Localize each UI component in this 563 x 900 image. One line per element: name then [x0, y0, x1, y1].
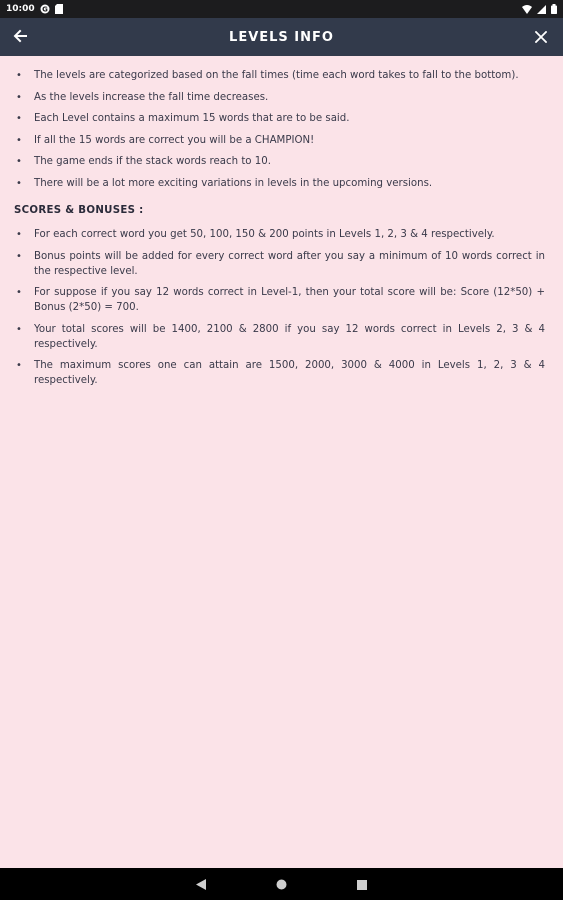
rule-text: The levels are categorized based on the fall times (time each word takes to fall to the bottom). [34, 70, 519, 81]
signal-icon [537, 5, 546, 14]
recents-square-icon [357, 875, 367, 894]
system-nav-bar [0, 868, 563, 900]
bullet-icon: • [16, 91, 22, 103]
rule-text: Each Level contains a maximum 15 words that are to be said. [34, 113, 350, 125]
bullet-icon: • [16, 250, 22, 262]
nav-back-button[interactable] [196, 875, 206, 894]
app-bar [0, 18, 563, 56]
bullet-icon: • [16, 323, 22, 335]
bullet-icon: • [16, 134, 22, 146]
status-bar [0, 0, 563, 18]
bullet-icon: • [16, 228, 22, 240]
list-item [14, 285, 545, 315]
rule-text: Your total scores will be 1400, 2100 & 2800 if you say 12 words correct in Levels 2, 3 & 4 respectively. [34, 323, 545, 350]
g-icon [40, 4, 50, 14]
rule-text: If all the 15 words are correct you will be a CHAMPION! [34, 134, 315, 146]
rule-text: There will be a lot more exciting variations in levels in the upcoming versions. [34, 177, 433, 189]
list-item [14, 154, 545, 169]
bullet-icon: • [16, 156, 22, 168]
list-item [14, 133, 545, 148]
rule-text: Bonus points will be added for every correct word after you say a minimum of 10 words correct in the respective level. [34, 250, 545, 277]
scores-heading: SCORES & BONUSES : [14, 204, 144, 216]
content [0, 56, 563, 395]
nav-home-button[interactable] [276, 875, 287, 894]
list-item [14, 68, 545, 83]
list-item [14, 249, 545, 279]
rule-text: For each correct word you get 50, 100, 150 & 200 points in Levels 1, 2, 3 & 4 respectively. [34, 228, 495, 240]
close-button[interactable] [521, 18, 561, 56]
arrow-left-icon [13, 28, 27, 47]
back-triangle-icon [196, 875, 206, 894]
list-item [14, 90, 545, 105]
scores-rules-list [14, 227, 545, 388]
page-title: LEVELS INFO [229, 29, 334, 45]
list-item [14, 176, 545, 191]
back-button[interactable] [0, 18, 40, 56]
home-circle-icon [276, 875, 287, 894]
sim-card-icon [55, 4, 63, 14]
bullet-icon: • [16, 287, 22, 299]
list-item [14, 111, 545, 126]
status-time: 10:00 [6, 4, 35, 14]
status-right [522, 4, 557, 14]
rule-text: The maximum scores one can attain are 1500, 2000, 3000 & 4000 in Levels 1, 2, 3 & 4 respectively. [34, 360, 545, 387]
list-item [14, 358, 545, 388]
bullet-icon: • [16, 177, 22, 189]
rule-text: The game ends if the stack words reach to 10. [34, 156, 271, 168]
bullet-icon: • [16, 360, 22, 372]
list-item [14, 322, 545, 352]
levels-rules-list [14, 68, 545, 191]
list-item [14, 227, 545, 242]
wifi-icon [522, 5, 532, 14]
bullet-icon: • [16, 70, 22, 81]
close-icon [535, 28, 547, 47]
bullet-icon: • [16, 113, 22, 125]
rule-text: For suppose if you say 12 words correct in Level-1, then your total score will be: Score (12*50) + Bonus (2*50) = 700. [34, 287, 545, 314]
rule-text: As the levels increase the fall time decreases. [34, 91, 269, 103]
svg-text:G: G [41, 5, 48, 14]
status-left [6, 4, 63, 14]
nav-recents-button[interactable] [357, 875, 367, 894]
battery-icon [551, 4, 557, 14]
